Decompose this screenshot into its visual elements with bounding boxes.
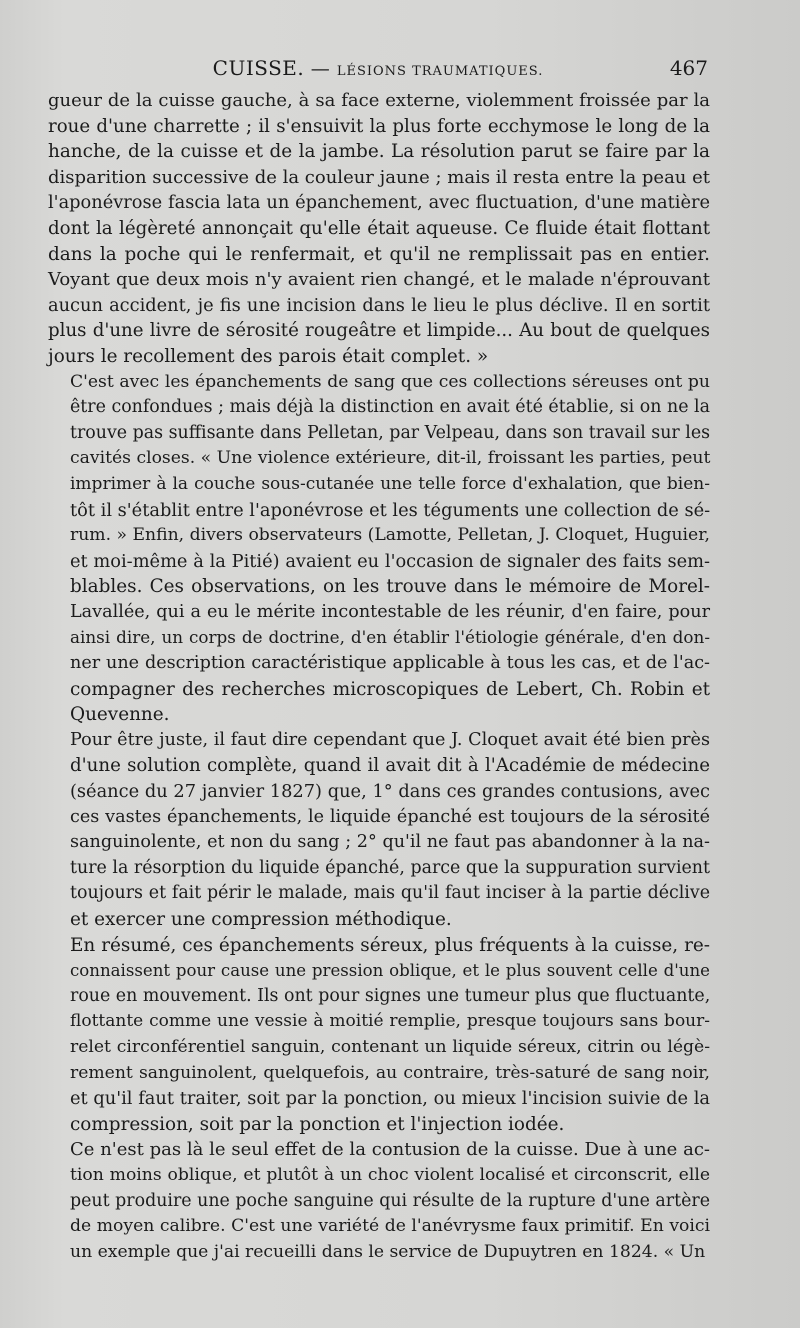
text-line: compression, soit par la ponction et l'injection iodée. <box>70 1113 565 1135</box>
text-line: compagner des recherches microscopiques de Lebert, Ch. Robin et <box>70 678 710 700</box>
running-title-separator: — <box>304 58 337 80</box>
text-line: En résumé, ces épanchements séreux, plus fréquents à la cuisse, re- <box>70 934 710 956</box>
text-line: roue en mouvement. Ils ont pour signes une tumeur plus que fluctuante, <box>70 985 711 1006</box>
text-line: et qu'il faut traiter, soit par la ponction, ou mieux l'incision suivie de la <box>70 1088 710 1110</box>
text-line: ainsi dire, un corps de doctrine, d'en établir l'étiologie générale, d'en don- <box>70 627 710 648</box>
text-line: disparition successive de la couleur jaune ; mais il resta entre la peau et <box>48 166 711 188</box>
text-line: de moyen calibre. C'est une variété de l'anévrysme faux primitif. En voici <box>70 1216 710 1237</box>
text-line: ner une description caractéristique applicable à tous les cas, et de l'ac- <box>70 653 710 674</box>
text-line: connaissent pour cause une pression oblique, et le plus souvent celle d'une <box>70 961 710 981</box>
text-line: et moi-même à la Pitié) avaient eu l'occasion de signaler des faits sem- <box>70 550 710 572</box>
paragraph-p2 <box>48 370 710 728</box>
text-line: blables. Ces observations, on les trouve dans le mémoire de Morel- <box>70 576 710 598</box>
text-line: un exemple que j'ai recueilli dans le service de Dupuytren en 1824. « Un <box>70 1241 706 1262</box>
text-line: relet circonférentiel sanguin, contenant un liquide séreux, citrin ou légè- <box>70 1036 710 1057</box>
text-line: gueur de la cuisse gauche, à sa face externe, violemment froissée par la <box>48 90 710 111</box>
text-line: être confondues ; mais déjà la distinction en avait été établie, si on ne la <box>70 397 710 418</box>
running-header <box>48 56 708 86</box>
text-line: et exercer une compression méthodique. <box>70 909 452 930</box>
text-line: hanche, de la cuisse et de la jambe. La résolution parut se faire par la <box>48 141 710 163</box>
body-text <box>48 88 710 1265</box>
text-line: flottante comme une vessie à moitié remplie, presque toujours sans bour- <box>70 1011 710 1032</box>
text-line: imprimer à la couche sous-cutanée une telle force d'exhalation, que bien- <box>70 473 710 494</box>
text-line: roue d'une charrette ; il s'ensuivit la plus forte ecchymose le long de la <box>48 115 710 137</box>
text-line: ture la résorption du liquide épanché, parce que la suppuration survient <box>70 857 710 878</box>
text-line: d'une solution complète, quand il avait dit à l'Académie de médecine <box>70 755 710 777</box>
text-line: rement sanguinolent, quelquefois, au contraire, très-saturé de sang noir, <box>70 1062 710 1083</box>
paragraph-p4 <box>48 933 710 1138</box>
text-line: Lavallée, qui a eu le mérite incontestable de les réunir, d'en faire, pour <box>70 601 710 622</box>
text-line: peut produire une poche sanguine qui résulte de la rupture d'une artère <box>70 1190 710 1211</box>
text-line: sanguinolente, et non du sang ; 2° qu'il ne faut pas abandonner à la na- <box>70 832 710 853</box>
paragraph-p3 <box>48 728 710 933</box>
text-line: aucun accident, je fis une incision dans le lieu le plus déclive. Il en sortit <box>48 294 710 316</box>
text-line: jours le recollement des parois était complet. » <box>48 345 489 367</box>
text-line: l'aponévrose fascia lata un épanchement, avec fluctuation, d'une matière <box>48 192 710 214</box>
text-line: tion moins oblique, et plutôt à un choc violent localisé et circonscrit, elle <box>70 1164 710 1185</box>
text-line: dont la légèreté annonçait qu'elle était aqueuse. Ce fluide était flottant <box>48 217 710 239</box>
text-line: tôt il s'établit entre l'aponévrose et les téguments une collection de sé- <box>70 499 711 521</box>
running-title <box>48 56 708 80</box>
text-line: plus d'une livre de sérosité rougeâtre et limpide... Au bout de quelques <box>48 320 710 342</box>
text-line: Ce n'est pas là le seul effet de la contusion de la cuisse. Due à une ac- <box>70 1139 710 1161</box>
text-line: dans la poche qui le renfermait, et qu'il ne remplissait pas en entier. <box>48 243 710 265</box>
text-line: Quevenne. <box>70 704 170 726</box>
running-title-sub: LÉSIONS TRAUMATIQUES. <box>336 64 544 79</box>
text-line: trouve pas suffisante dans Pelletan, par Velpeau, dans son travail sur les <box>70 422 711 443</box>
page-number: 467 <box>669 56 708 80</box>
text-line: Voyant que deux mois n'y avaient rien changé, et le malade n'éprouvant <box>48 269 710 291</box>
paragraph-p1 <box>48 88 710 370</box>
text-line: C'est avec les épanchements de sang que ces collections séreuses ont pu <box>70 371 710 392</box>
paragraph-p5 <box>48 1137 710 1265</box>
text-line: ces vastes épanchements, le liquide épanché est toujours de la sérosité <box>70 806 710 827</box>
text-line: (séance du 27 janvier 1827) que, 1° dans ces grandes contusions, avec <box>70 781 710 803</box>
text-line: cavités closes. « Une violence extérieure, dit-il, froissant les parties, peut <box>70 448 711 469</box>
text-line: Pour être juste, il faut dire cependant que J. Cloquet avait été bien près <box>70 729 710 750</box>
text-line: toujours et fait périr le malade, mais qu'il faut inciser à la partie déclive <box>70 883 710 904</box>
running-title-main: CUISSE. <box>212 56 305 80</box>
text-line: rum. » Enfin, divers observateurs (Lamotte, Pelletan, J. Cloquet, Huguier, <box>70 525 710 546</box>
